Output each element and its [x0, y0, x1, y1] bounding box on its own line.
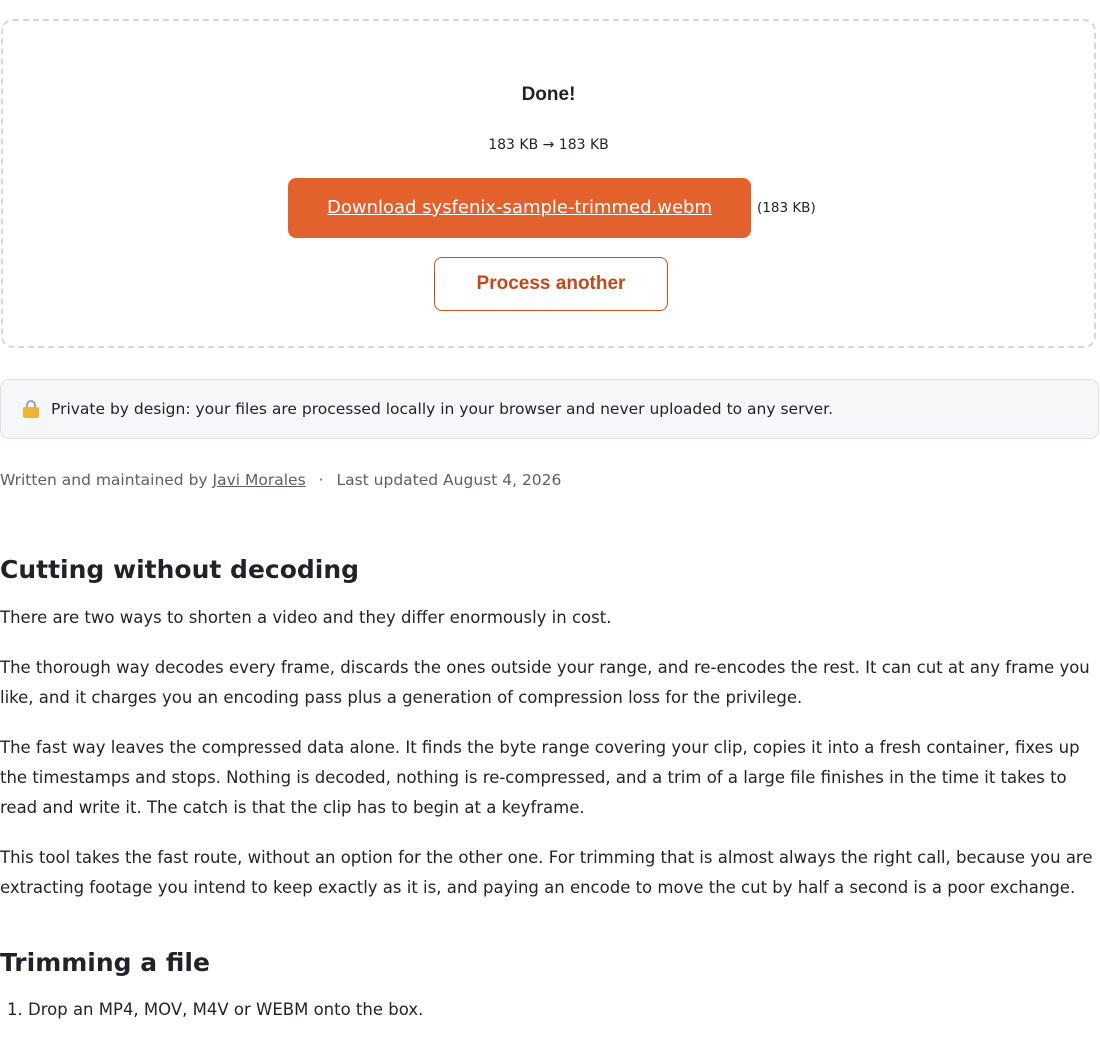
steps-list — [0, 995, 1100, 1025]
section-heading-trimming: Trimming a file — [0, 948, 210, 977]
paragraph-line: the timestamps and stops. Nothing is decoded, nothing is re-compressed, and a trim of a large file finishes in the time it takes to — [0, 768, 1067, 787]
privacy-text: Private by design: your files are processed locally in your browser and never uploaded to any server. — [51, 400, 834, 418]
list-item: 1. Drop an MP4, MOV, M4V or WEBM onto the box. — [28, 995, 1100, 1025]
paragraph-line: The thorough way decodes every frame, discards the ones outside your range, and re-encodes the rest. It can cut at any frame you — [0, 658, 1090, 677]
process-another-button[interactable]: Process another — [434, 257, 668, 311]
paragraph-line: The fast way leaves the compressed data alone. It finds the byte range covering your clip, copies it into a fresh container, fixes up — [0, 738, 1080, 757]
paragraph-tool — [0, 843, 1100, 903]
byline-prefix: Written and maintained by — [0, 471, 208, 489]
download-button[interactable]: Download sysfenix-sample-trimmed.webm — [288, 178, 751, 238]
paragraph-thorough — [0, 653, 1100, 713]
paragraph-line: There are two ways to shorten a video and they differ enormously in cost. — [0, 608, 612, 627]
last-updated: Last updated August 4, 2026 — [336, 471, 562, 489]
paragraph-line: extracting footage you intend to keep exactly as it is, and paying an encode to move the cut by half a second is a poor exchange. — [0, 878, 1076, 897]
privacy-notice — [0, 379, 1099, 439]
done-title: Done! — [521, 84, 576, 105]
paragraph-line: read and write it. The catch is that the clip has to begin at a keyframe. — [0, 798, 585, 817]
size-change: 183 KB → 183 KB — [488, 137, 609, 153]
author-link[interactable]: Javi Morales — [212, 471, 306, 489]
lock-icon — [23, 400, 39, 418]
paragraph-line: like, and it charges you an encoding pass plus a generation of compression loss for the privilege. — [0, 688, 803, 707]
download-row — [288, 178, 816, 238]
drop-zone[interactable] — [1, 19, 1096, 348]
article — [0, 548, 1100, 1025]
byline-separator: · — [318, 471, 324, 489]
section-heading-cutting: Cutting without decoding — [0, 555, 360, 584]
download-size: (183 KB) — [757, 200, 816, 216]
paragraph-intro — [0, 603, 1100, 633]
byline — [0, 471, 561, 489]
paragraph-line: This tool takes the fast route, without an option for the other one. For trimming that is almost always the right call, because you are — [0, 848, 1093, 867]
paragraph-fast — [0, 733, 1100, 823]
